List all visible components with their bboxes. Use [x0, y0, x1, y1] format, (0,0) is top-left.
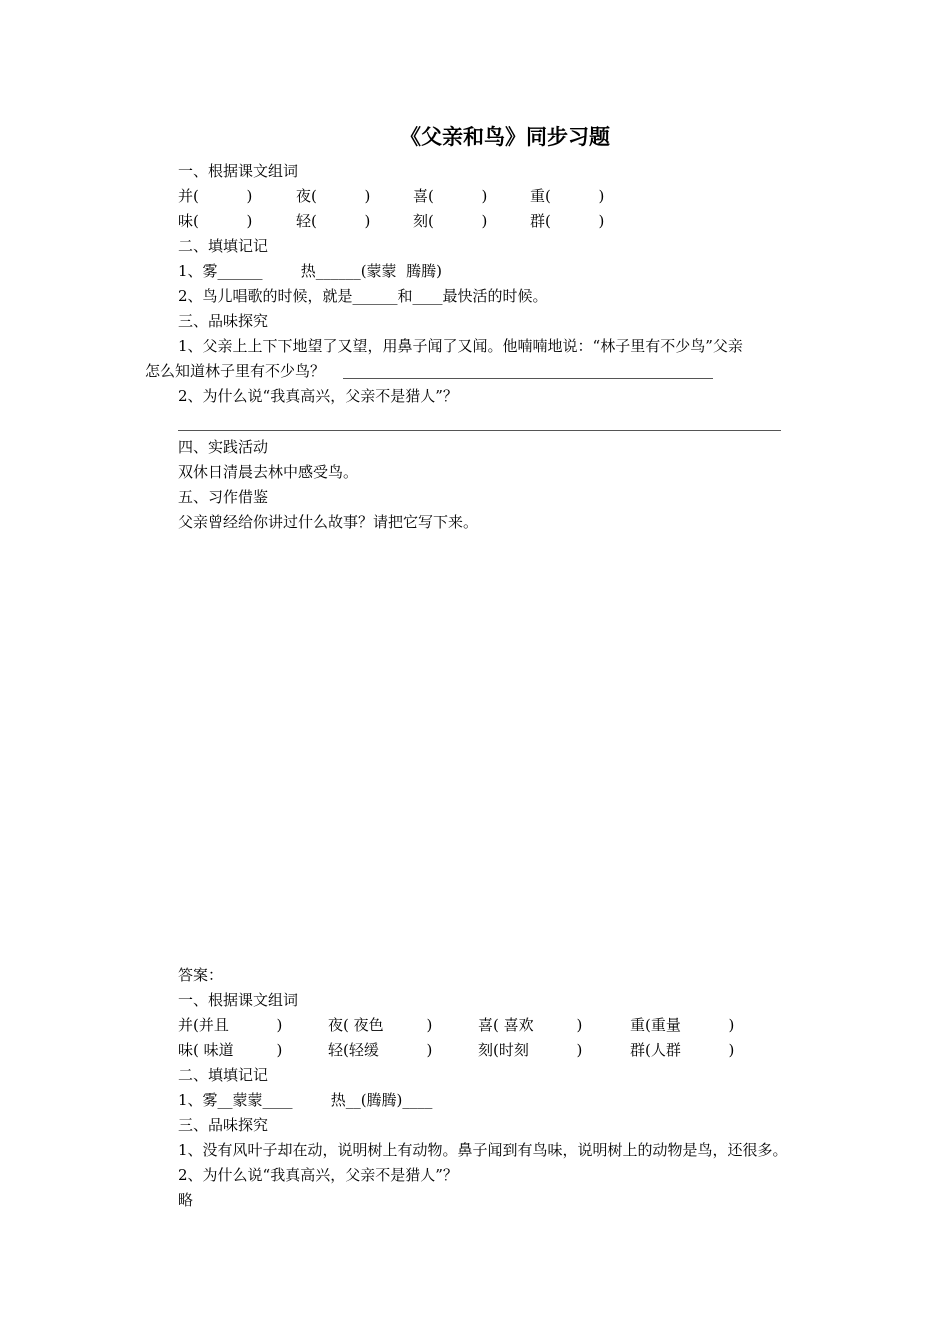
answer-word-item: 重(重量 ) — [630, 1016, 735, 1034]
answers-section-2-heading: 二、填填记记 — [178, 1066, 269, 1084]
word-item: 刻( ) — [413, 212, 488, 230]
answer-3-1: 1、没有风叶子却在动，说明树上有动物。鼻子闻到有鸟味，说明树上的动物是鸟，还很多。 — [178, 1141, 788, 1159]
section-5-heading: 五、习作借鉴 — [178, 488, 269, 506]
answer-word-grid-row-2 — [178, 1040, 734, 1065]
answer-fill-1: 1、雾__蒙蒙____ 热__(腾腾)____ — [178, 1091, 433, 1109]
question-3-1-line-2: 怎么知道林子里有不少鸟？ — [145, 362, 326, 380]
word-grid-row-1 — [178, 186, 604, 211]
answer-3-2-question: 2、为什么说“我真高兴，父亲不是猎人”？ — [178, 1166, 458, 1184]
section-5-text: 父亲曾经给你讲过什么故事？请把它写下来。 — [178, 513, 479, 531]
word-item: 喜( ) — [413, 187, 488, 205]
answer-word-item: 喜( 喜欢 ) — [478, 1016, 583, 1034]
fill-question-1: 1、雾______ 热______(蒙蒙 腾腾) — [178, 262, 442, 280]
answer-word-item: 味( 味道 ) — [178, 1041, 283, 1059]
answer-word-item: 群(人群 ) — [630, 1041, 735, 1059]
question-3-2: 2、为什么说“我真高兴，父亲不是猎人”？ — [178, 387, 458, 405]
fill-question-2: 2、鸟儿唱歌的时候，就是______和____最快活的时候。 — [178, 287, 548, 305]
word-item: 群( ) — [530, 212, 605, 230]
word-item: 夜( ) — [296, 187, 371, 205]
word-item: 轻( ) — [296, 212, 371, 230]
answer-line — [343, 378, 713, 379]
answer-word-grid-row-1 — [178, 1015, 734, 1040]
section-2-heading: 二、填填记记 — [178, 237, 269, 255]
answers-section-1-heading: 一、根据课文组词 — [178, 991, 299, 1009]
answer-line — [178, 430, 781, 431]
answer-word-item: 刻(时刻 ) — [478, 1041, 583, 1059]
document-title: 《父亲和鸟》同步习题 — [400, 125, 610, 149]
word-item: 味( ) — [178, 212, 253, 230]
answer-word-item: 并(并且 ) — [178, 1016, 283, 1034]
word-item: 重( ) — [530, 187, 605, 205]
word-grid-row-2 — [178, 211, 604, 236]
word-grid — [178, 186, 604, 236]
section-4-text: 双休日清晨去林中感受鸟。 — [178, 463, 359, 481]
answer-word-item: 轻(轻缓 ) — [328, 1041, 433, 1059]
answer-word-item: 夜( 夜色 ) — [328, 1016, 433, 1034]
answers-label: 答案： — [178, 966, 224, 984]
answer-3-2: 略 — [178, 1191, 194, 1209]
section-3-heading: 三、品味探究 — [178, 312, 269, 330]
section-4-heading: 四、实践活动 — [178, 438, 269, 456]
question-3-1-line-1: 1、父亲上上下下地望了又望，用鼻子闻了又闻。他喃喃地说：“林子里有不少鸟”父亲 — [178, 337, 743, 355]
section-1-heading: 一、根据课文组词 — [178, 162, 299, 180]
word-item: 并( ) — [178, 187, 253, 205]
answers-section-3-heading: 三、品味探究 — [178, 1116, 269, 1134]
answer-word-grid — [178, 1015, 734, 1065]
